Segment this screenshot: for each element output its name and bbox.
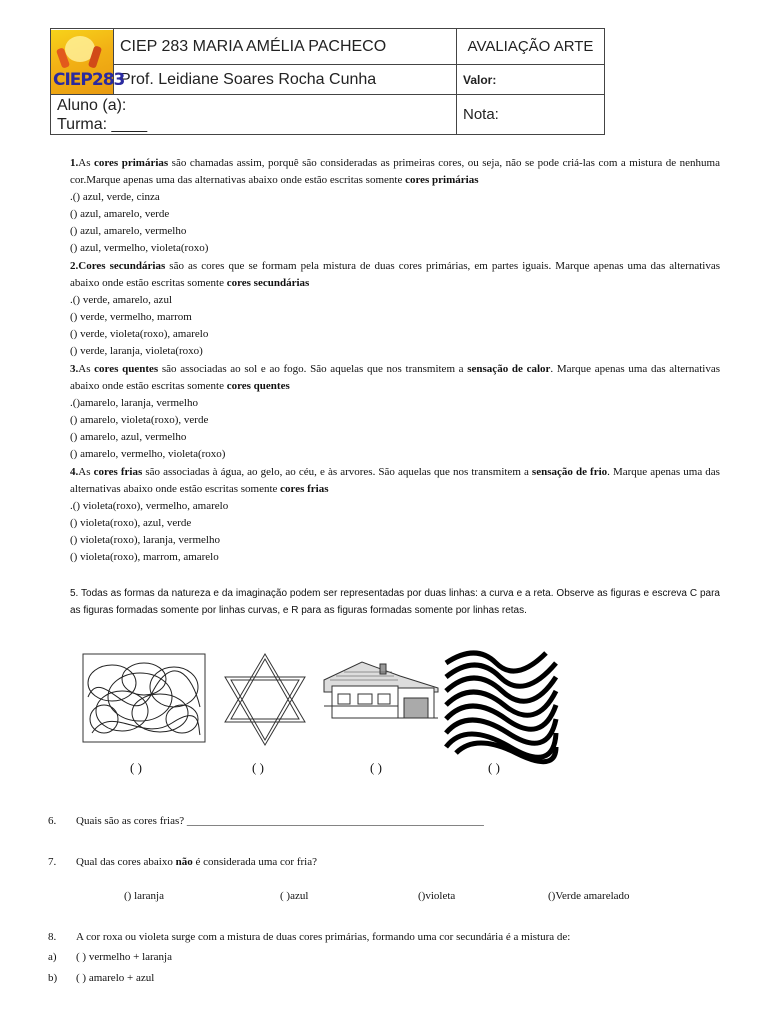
q2-option[interactable]: .() verde, amarelo, azul (70, 294, 172, 306)
figure-2-answer[interactable]: ( ) (252, 760, 264, 775)
figure-1-answer[interactable]: ( ) (130, 760, 142, 775)
q1-option[interactable]: () azul, amarelo, vermelho (70, 225, 187, 237)
question-5-text: 5. Todas as formas da natureza e da imaginação podem ser representadas por duas linhas: a curva e a reta. Observe as figuras e escreva C para as figuras formadas somente por linhas curvas, e R para as figuras formadas somente por linhas retas. (70, 588, 720, 616)
question-1 (70, 155, 720, 257)
q8-option-letter: b) (48, 972, 58, 984)
star-figure (223, 652, 308, 747)
question-8-number: 8. (48, 931, 57, 943)
figure-3-answer[interactable]: ( ) (370, 760, 382, 775)
question-2-text: 2.Cores secundárias são as cores que se formam pela mistura de duas cores primárias, em partes iguais. Marque apenas uma das alternativas abaixo onde estão escritas somente cores secundárias (70, 260, 720, 289)
q8-option[interactable]: ( ) amarelo + azul (76, 972, 155, 984)
question-6-number: 6. (48, 815, 57, 827)
value-label: Valor: (457, 65, 605, 95)
q8-option-letter: a) (48, 951, 57, 963)
q2-option[interactable]: () verde, violeta(roxo), amarelo (70, 328, 209, 340)
question-4 (70, 464, 720, 566)
q4-option[interactable]: .() violeta(roxo), vermelho, amarelo (70, 500, 229, 512)
q3-option[interactable]: () amarelo, violeta(roxo), verde (70, 414, 209, 426)
question-7-text: Qual das cores abaixo não é considerada uma cor fria? (76, 856, 317, 868)
q3-option[interactable]: () amarelo, vermelho, violeta(roxo) (70, 448, 226, 460)
q1-option[interactable]: () azul, amarelo, verde (70, 208, 170, 220)
q3-option[interactable]: () amarelo, azul, vermelho (70, 431, 187, 443)
question-1-text: 1.As cores primárias são chamadas assim, porquê são consideradas as primeiras cores, ou seja, não se pode criá-las com a mistura de nenhuma cor.Marque apenas uma das alternativas abaixo onde estão escritas somente cores primárias (70, 157, 720, 186)
header-table (50, 28, 605, 135)
q4-option[interactable]: () violeta(roxo), azul, verde (70, 517, 192, 529)
q7-option[interactable]: () laranja (124, 890, 164, 902)
question-3-text: 3.As cores quentes são associadas ao sol e ao fogo. São aquelas que nos transmitem a sensação de calor. Marque apenas uma das alternativas abaixo onde estão escritas somente cores quentes (70, 363, 721, 392)
student-label: Aluno (a): (57, 97, 127, 114)
question-3 (70, 361, 720, 463)
q4-option[interactable]: () violeta(roxo), marrom, amarelo (70, 551, 219, 563)
house-figure (322, 658, 440, 720)
q2-option[interactable]: () verde, laranja, violeta(roxo) (70, 345, 203, 357)
q4-option[interactable]: () violeta(roxo), laranja, vermelho (70, 534, 220, 546)
teacher-name: Prof. Leidiane Soares Rocha Cunha (114, 65, 457, 95)
figures-row (0, 650, 768, 750)
q8-option[interactable]: ( ) vermelho + laranja (76, 951, 172, 963)
question-4-text: 4.As cores frias são associadas à água, ao gelo, ao céu, e às arvores. São aquelas que nos transmitem a sensação de frio. Marque apenas uma das alternativas abaixo onde estão escritas somente cores frias (70, 466, 720, 495)
question-2 (70, 258, 720, 360)
student-info-cell (51, 95, 457, 135)
curves-scribble-figure (82, 653, 206, 743)
school-logo (51, 30, 125, 94)
school-name: CIEP 283 MARIA AMÉLIA PACHECO (114, 29, 457, 65)
q7-option[interactable]: ()violeta (418, 890, 456, 902)
class-label: Turma: ____ (57, 116, 148, 133)
q2-option[interactable]: () verde, vermelho, marrom (70, 311, 192, 323)
question-7-number: 7. (48, 856, 57, 868)
q1-option[interactable]: () azul, vermelho, violeta(roxo) (70, 242, 209, 254)
q1-option[interactable]: .() azul, verde, cinza (70, 191, 160, 203)
grade-label: Nota: (457, 95, 605, 135)
figure-4-answer[interactable]: ( ) (488, 760, 500, 775)
question-6-text[interactable]: Quais são as cores frias? ______________________________________________________ (76, 815, 484, 827)
evaluation-title: AVALIAÇÃO ARTE (457, 29, 605, 65)
q7-option[interactable]: ()Verde amarelado (548, 890, 630, 902)
question-8-text: A cor roxa ou violeta surge com a mistura de duas cores primárias, formando uma cor secundária é a mistura de: (76, 931, 571, 943)
q3-option[interactable]: .()amarelo, laranja, vermelho (70, 397, 198, 409)
stripes-figure (456, 653, 546, 743)
logo-text: CIEP283 (53, 69, 125, 90)
q7-option[interactable]: ( )azul (280, 890, 309, 902)
logo-cell (51, 29, 125, 95)
